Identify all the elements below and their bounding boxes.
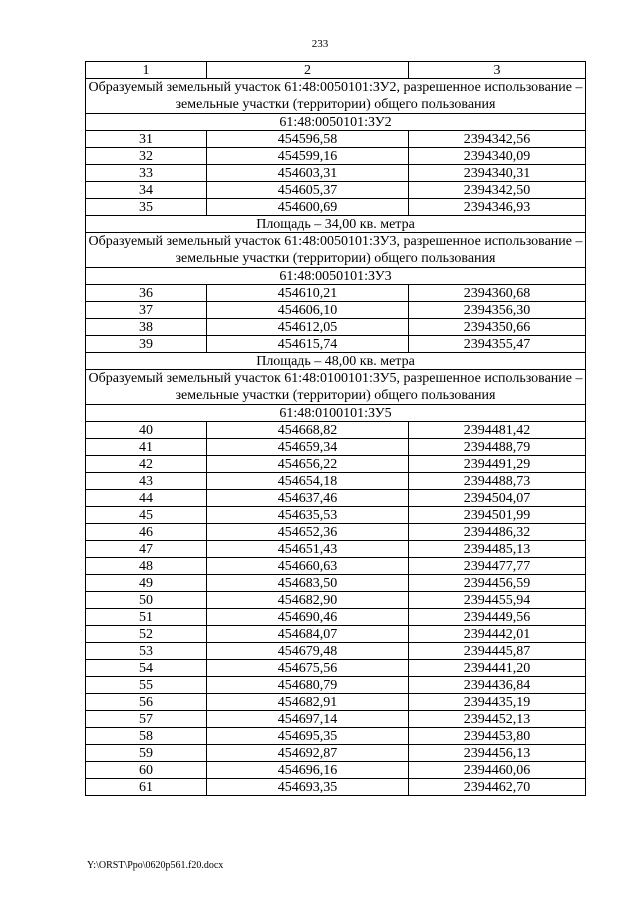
coordinate-x: 454695,35 <box>207 728 409 745</box>
section-code: 61:48:0050101:ЗУ3 <box>86 268 586 285</box>
coordinate-y: 2394436,84 <box>409 677 586 694</box>
table-row <box>86 490 586 507</box>
coordinate-x: 454605,37 <box>207 182 409 199</box>
table-row <box>86 609 586 626</box>
table-row <box>86 199 586 216</box>
table-row <box>86 336 586 353</box>
file-path-footer: Y:\ORST\Ppo\0620p561.f20.docx <box>87 860 224 871</box>
coordinate-x: 454696,16 <box>207 762 409 779</box>
point-number: 49 <box>86 575 207 592</box>
coordinate-y: 2394501,99 <box>409 507 586 524</box>
coordinate-y: 2394455,94 <box>409 592 586 609</box>
table-row <box>86 507 586 524</box>
point-number: 40 <box>86 422 207 439</box>
table-row <box>86 558 586 575</box>
point-number: 51 <box>86 609 207 626</box>
point-number: 61 <box>86 779 207 796</box>
point-number: 54 <box>86 660 207 677</box>
coordinate-y: 2394456,13 <box>409 745 586 762</box>
table-row <box>86 524 586 541</box>
point-number: 46 <box>86 524 207 541</box>
table-row <box>86 131 586 148</box>
section-area: Площадь – 48,00 кв. метра <box>86 353 586 370</box>
point-number: 50 <box>86 592 207 609</box>
coordinate-x: 454603,31 <box>207 165 409 182</box>
table-row <box>86 694 586 711</box>
table-row <box>86 319 586 336</box>
coordinate-y: 2394488,79 <box>409 439 586 456</box>
coordinate-y: 2394435,19 <box>409 694 586 711</box>
table-row <box>86 677 586 694</box>
point-number: 52 <box>86 626 207 643</box>
coordinate-y: 2394462,70 <box>409 779 586 796</box>
section-code: 61:48:0050101:ЗУ2 <box>86 114 586 131</box>
coordinates-table <box>85 61 586 796</box>
coordinate-x: 454684,07 <box>207 626 409 643</box>
table-row <box>86 626 586 643</box>
header-cell: 2 <box>207 62 409 79</box>
coordinate-y: 2394456,59 <box>409 575 586 592</box>
table-row <box>86 285 586 302</box>
table-row <box>86 592 586 609</box>
coordinate-y: 2394340,31 <box>409 165 586 182</box>
coordinate-x: 454683,50 <box>207 575 409 592</box>
coordinate-x: 454675,56 <box>207 660 409 677</box>
coordinate-x: 454690,46 <box>207 609 409 626</box>
point-number: 36 <box>86 285 207 302</box>
coordinate-x: 454637,46 <box>207 490 409 507</box>
section-code: 61:48:0100101:ЗУ5 <box>86 405 586 422</box>
coordinate-y: 2394441,20 <box>409 660 586 677</box>
point-number: 41 <box>86 439 207 456</box>
point-number: 56 <box>86 694 207 711</box>
coordinate-y: 2394342,50 <box>409 182 586 199</box>
coordinate-x: 454615,74 <box>207 336 409 353</box>
section-title: Образуемый земельный участок 61:48:0050101:ЗУ3, разрешенное использование – земельные участки (территории) общего пользования <box>86 233 586 268</box>
coordinate-y: 2394355,47 <box>409 336 586 353</box>
coordinate-x: 454596,58 <box>207 131 409 148</box>
coordinate-y: 2394360,68 <box>409 285 586 302</box>
section-code-row <box>86 268 586 285</box>
coordinate-x: 454656,22 <box>207 456 409 473</box>
point-number: 43 <box>86 473 207 490</box>
section-title: Образуемый земельный участок 61:48:0100101:ЗУ5, разрешенное использование – земельные участки (территории) общего пользования <box>86 370 586 405</box>
point-number: 53 <box>86 643 207 660</box>
point-number: 39 <box>86 336 207 353</box>
coordinate-y: 2394356,30 <box>409 302 586 319</box>
section-area-row <box>86 353 586 370</box>
coordinate-x: 454668,82 <box>207 422 409 439</box>
point-number: 48 <box>86 558 207 575</box>
coordinate-x: 454651,43 <box>207 541 409 558</box>
table-row <box>86 165 586 182</box>
coordinate-y: 2394342,56 <box>409 131 586 148</box>
table-row <box>86 473 586 490</box>
coordinate-y: 2394346,93 <box>409 199 586 216</box>
point-number: 34 <box>86 182 207 199</box>
table-row <box>86 456 586 473</box>
point-number: 42 <box>86 456 207 473</box>
section-title-row <box>86 79 586 114</box>
coordinate-x: 454660,63 <box>207 558 409 575</box>
coordinate-y: 2394445,87 <box>409 643 586 660</box>
coordinate-y: 2394460,06 <box>409 762 586 779</box>
table-row <box>86 182 586 199</box>
point-number: 33 <box>86 165 207 182</box>
header-cell: 1 <box>86 62 207 79</box>
coordinate-y: 2394486,32 <box>409 524 586 541</box>
section-area: Площадь – 34,00 кв. метра <box>86 216 586 233</box>
coordinate-x: 454606,10 <box>207 302 409 319</box>
coordinate-y: 2394350,66 <box>409 319 586 336</box>
coordinate-x: 454600,69 <box>207 199 409 216</box>
table-row <box>86 541 586 558</box>
coordinate-x: 454635,53 <box>207 507 409 524</box>
point-number: 60 <box>86 762 207 779</box>
section-title-row <box>86 233 586 268</box>
header-row <box>86 62 586 79</box>
coordinate-y: 2394452,13 <box>409 711 586 728</box>
coordinate-x: 454654,18 <box>207 473 409 490</box>
coordinate-x: 454599,16 <box>207 148 409 165</box>
table-row <box>86 660 586 677</box>
coordinate-y: 2394453,80 <box>409 728 586 745</box>
table-row <box>86 439 586 456</box>
coordinate-x: 454693,35 <box>207 779 409 796</box>
coordinate-y: 2394504,07 <box>409 490 586 507</box>
coordinate-y: 2394485,13 <box>409 541 586 558</box>
coordinate-x: 454680,79 <box>207 677 409 694</box>
coordinate-y: 2394442,01 <box>409 626 586 643</box>
coordinate-x: 454612,05 <box>207 319 409 336</box>
table-row <box>86 762 586 779</box>
coordinate-y: 2394340,09 <box>409 148 586 165</box>
point-number: 35 <box>86 199 207 216</box>
table-row <box>86 575 586 592</box>
section-code-row <box>86 405 586 422</box>
point-number: 55 <box>86 677 207 694</box>
page-number: 233 <box>311 38 329 50</box>
table-row <box>86 643 586 660</box>
point-number: 59 <box>86 745 207 762</box>
coordinate-y: 2394477,77 <box>409 558 586 575</box>
point-number: 38 <box>86 319 207 336</box>
point-number: 32 <box>86 148 207 165</box>
point-number: 31 <box>86 131 207 148</box>
point-number: 58 <box>86 728 207 745</box>
table-row <box>86 728 586 745</box>
section-area-row <box>86 216 586 233</box>
coordinate-y: 2394449,56 <box>409 609 586 626</box>
point-number: 47 <box>86 541 207 558</box>
coordinate-x: 454652,36 <box>207 524 409 541</box>
section-title: Образуемый земельный участок 61:48:0050101:ЗУ2, разрешенное использование – земельные участки (территории) общего пользования <box>86 79 586 114</box>
coordinate-y: 2394488,73 <box>409 473 586 490</box>
header-cell: 3 <box>409 62 586 79</box>
table-row <box>86 422 586 439</box>
section-title-row <box>86 370 586 405</box>
coordinate-x: 454697,14 <box>207 711 409 728</box>
coordinate-y: 2394491,29 <box>409 456 586 473</box>
table-row <box>86 745 586 762</box>
table-row <box>86 711 586 728</box>
point-number: 37 <box>86 302 207 319</box>
coordinate-x: 454682,90 <box>207 592 409 609</box>
table-row <box>86 148 586 165</box>
coordinate-x: 454679,48 <box>207 643 409 660</box>
coordinate-x: 454692,87 <box>207 745 409 762</box>
coordinate-y: 2394481,42 <box>409 422 586 439</box>
section-code-row <box>86 114 586 131</box>
coordinate-x: 454682,91 <box>207 694 409 711</box>
table-row <box>86 779 586 796</box>
point-number: 45 <box>86 507 207 524</box>
point-number: 44 <box>86 490 207 507</box>
table-row <box>86 302 586 319</box>
coordinate-x: 454610,21 <box>207 285 409 302</box>
coordinate-x: 454659,34 <box>207 439 409 456</box>
point-number: 57 <box>86 711 207 728</box>
